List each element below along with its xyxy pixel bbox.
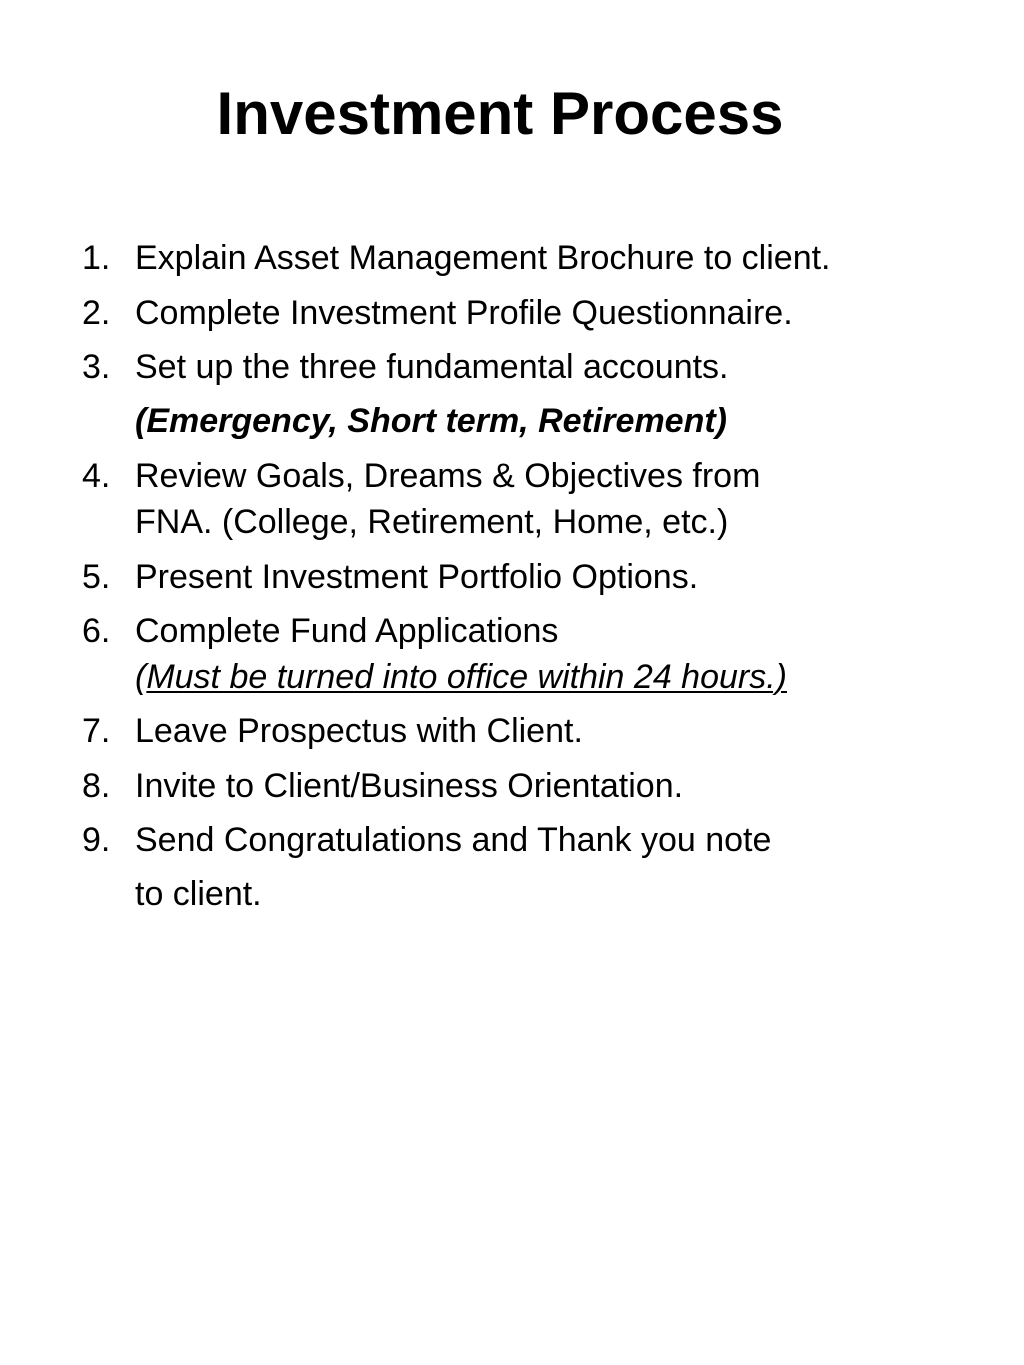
step-text: Review Goals, Dreams & Objectives from <box>135 457 761 495</box>
list-item-5 <box>82 555 982 600</box>
step-number: 2. <box>82 294 111 332</box>
step-text: Complete Fund Applications <box>135 612 559 650</box>
list-item-4 <box>82 454 982 499</box>
list-item-9 <box>82 818 982 863</box>
step-number: 4. <box>82 457 111 495</box>
list-item-2 <box>82 291 982 336</box>
list-item-8 <box>82 764 982 809</box>
step-9-continuation: to client. <box>135 875 262 913</box>
step-text: Complete Investment Profile Questionnaire. <box>135 294 793 332</box>
list-item-6 <box>82 609 982 654</box>
step-number: 6. <box>82 612 111 650</box>
note-open-paren: ( <box>135 658 147 696</box>
step-number: 5. <box>82 558 111 596</box>
list-item-1 <box>82 236 982 281</box>
step-number: 9. <box>82 821 111 859</box>
step-text: Set up the three fundamental accounts. <box>135 348 729 386</box>
step-4-continuation: FNA. (College, Retirement, Home, etc.) <box>135 503 729 541</box>
step-text: Invite to Client/Business Orientation. <box>135 767 684 805</box>
page-title: Investment Process <box>216 80 784 147</box>
step-6-note-text: Must be turned into office within 24 hours.) <box>146 658 787 696</box>
step-text: Send Congratulations and Thank you note <box>135 821 772 859</box>
step-text: Leave Prospectus with Client. <box>135 712 583 750</box>
step-number: 7. <box>82 712 111 750</box>
step-number: 1. <box>82 239 111 277</box>
list-item-7 <box>82 709 982 754</box>
list-item-3 <box>82 345 982 390</box>
step-text: Present Investment Portfolio Options. <box>135 558 699 596</box>
step-text: Explain Asset Management Brochure to client. <box>135 239 831 277</box>
step-3-note: (Emergency, Short term, Retirement) <box>135 402 727 440</box>
step-number: 8. <box>82 767 111 805</box>
step-number: 3. <box>82 348 111 386</box>
step-6-note <box>135 655 995 700</box>
